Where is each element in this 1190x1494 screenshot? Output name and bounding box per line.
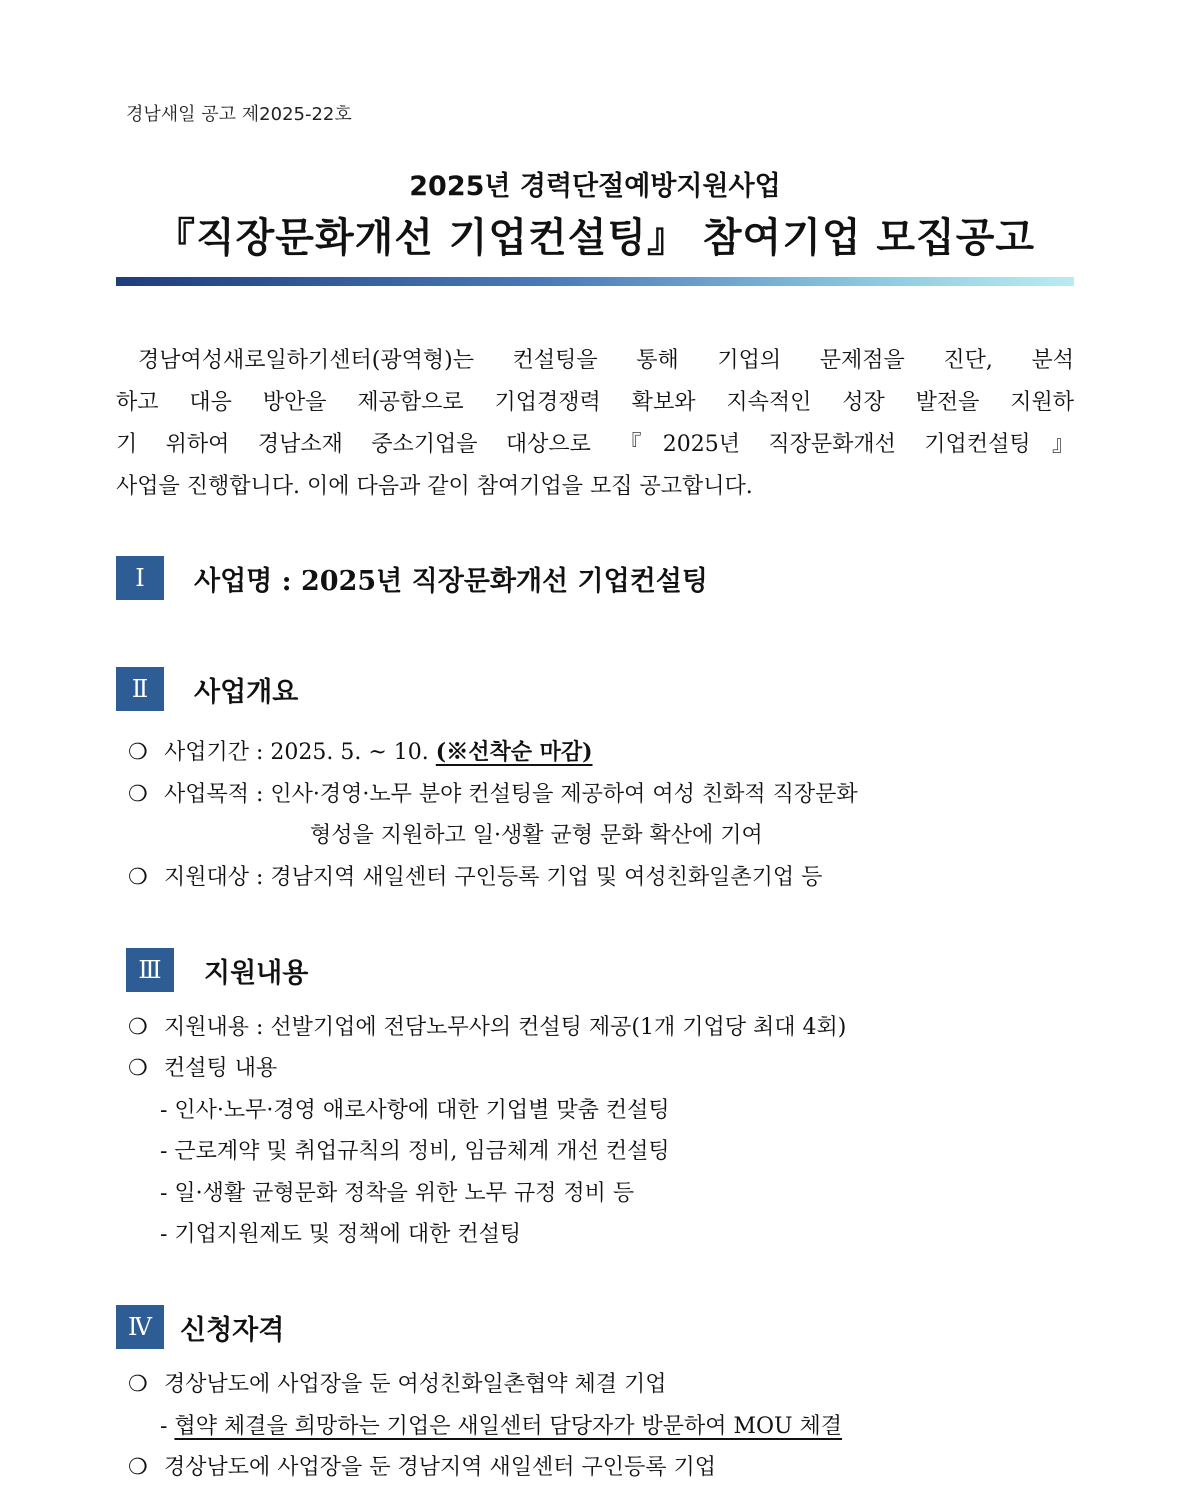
section-3-number: Ⅲ (126, 948, 174, 992)
section-4-number: Ⅳ (116, 1305, 164, 1349)
intro-paragraph (116, 340, 1074, 508)
overview-period (128, 735, 593, 766)
bullet-icon: ❍ (128, 782, 148, 807)
consulting-item-1: - 인사·노무·경영 애로사항에 대한 기업별 맞춤 컨설팅 (160, 1098, 670, 1123)
bullet-icon: ❍ (128, 865, 148, 890)
intro-line-1: 경남여성새로일하기센터(광역형)는 컨설팅을 통해 기업의 문제점을 진단, 분석 (138, 348, 1074, 373)
target-text: 지원대상 : 경남지역 새일센터 구인등록 기업 및 여성친화일촌기업 등 (164, 865, 823, 890)
section-2-heading (116, 667, 298, 711)
period-note: (※선착순 마감) (435, 739, 593, 765)
bullet-icon: ❍ (128, 740, 148, 765)
eligibility-sub-dash: - (160, 1414, 175, 1439)
purpose-line-2: 형성을 지원하고 일·생활 균형 문화 확산에 기여 (310, 823, 763, 848)
section-1-heading (116, 556, 708, 600)
support-content (128, 1010, 846, 1041)
title-divider-bar (116, 277, 1074, 286)
section-4-title: 신청자격 (180, 1314, 285, 1346)
consulting-item-4: - 기업지원제도 및 정책에 대한 컨설팅 (160, 1222, 522, 1247)
section-3-heading (126, 948, 308, 992)
consulting-item-3: - 일·생활 균형문화 정착을 위한 노무 규정 정비 등 (160, 1181, 635, 1206)
section-3-title: 지원내용 (204, 957, 309, 989)
overview-purpose (128, 777, 858, 808)
eligibility-sub-text: 협약 체결을 희망하는 기업은 새일센터 담당자가 방문하여 MOU 체결 (174, 1414, 843, 1439)
consulting-label: 컨설팅 내용 (164, 1056, 278, 1081)
document-reference-number: 경남새일 공고 제2025-22호 (126, 104, 352, 125)
intro-line-2: 하고 대응 방안을 제공함으로 기업경쟁력 확보와 지속적인 성장 발전을 지원하 (116, 390, 1074, 415)
consulting-item-2: - 근로계약 및 취업규칙의 정비, 임금체계 개선 컨설팅 (160, 1139, 670, 1164)
bullet-icon: ❍ (128, 1372, 148, 1397)
intro-line-3: 기 위하여 경남소재 중소기업을 대상으로 『2025년 직장문화개선 기업컨설팅』 (116, 432, 1074, 457)
bullet-icon: ❍ (128, 1056, 148, 1081)
eligibility-item-1-sub (160, 1409, 842, 1440)
section-4-heading (116, 1305, 284, 1349)
eligibility-item-1 (128, 1367, 667, 1398)
eligibility-item-2 (128, 1450, 716, 1481)
purpose-line-1: 사업목적 : 인사·경영·노무 분야 컨설팅을 제공하여 여성 친화적 직장문화 (164, 782, 858, 807)
overview-target (128, 860, 822, 891)
support-content-text: 지원내용 : 선발기업에 전담노무사의 컨설팅 제공(1개 기업당 최대 4회) (164, 1015, 847, 1040)
section-1-number: Ⅰ (116, 556, 164, 600)
title-line-2: 『직장문화개선 기업컨설팅』 참여기업 모집공고 (155, 215, 1035, 261)
section-2-title: 사업개요 (194, 676, 299, 708)
period-label: 사업기간 : 2025. 5. ~ 10. (164, 740, 436, 765)
title-line-1: 2025년 경력단절예방지원사업 (409, 171, 781, 202)
section-2-number: Ⅱ (116, 667, 164, 711)
bullet-icon: ❍ (128, 1455, 148, 1480)
eligibility-item-1-text: 경상남도에 사업장을 둔 여성친화일촌협약 체결 기업 (164, 1372, 667, 1397)
section-1-title: 사업명 : 2025년 직장문화개선 기업컨설팅 (194, 565, 708, 597)
bullet-icon: ❍ (128, 1015, 148, 1040)
intro-line-4: 사업을 진행합니다. 이에 다음과 같이 참여기업을 모집 공고합니다. (116, 474, 753, 499)
consulting-label-item (128, 1051, 277, 1082)
eligibility-item-2-text: 경상남도에 사업장을 둔 경남지역 새일센터 구인등록 기업 (164, 1455, 717, 1480)
